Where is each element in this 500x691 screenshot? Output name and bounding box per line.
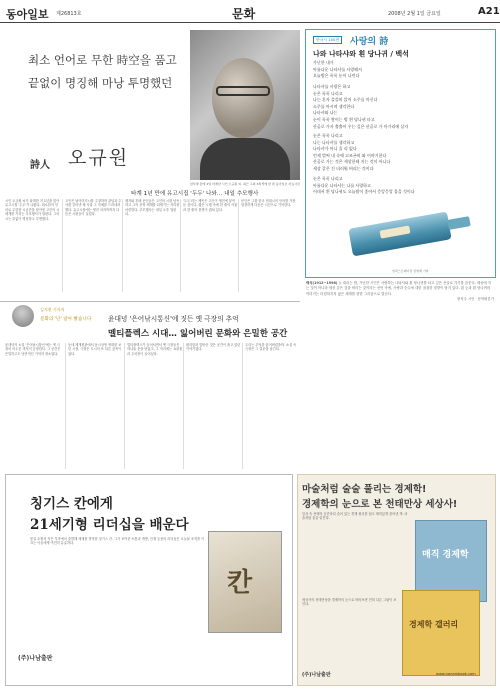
poem-line: 나는 혼자 쓸쓸히 앉어 소주를 마신다 <box>313 97 378 103</box>
second-headline-line1: 윤대녕 '은어낚시통신'에 짓든 옛 극장의 추억 <box>108 315 239 323</box>
series-tag: 한국시 100편 <box>313 36 342 44</box>
publication-date: 2008년 2월 1일 금요일 <box>388 11 441 17</box>
poem-stanza-2 <box>313 84 489 130</box>
second-headline-line2: 멜티플렉스 시대… 잃어버린 문화와 은밀한 공간 <box>108 329 288 339</box>
poem-line: 나는 나타샤를 생각하고 <box>313 139 355 145</box>
second-body-col2: 동네 재개봉관에서 동시상영 영화를 보던 시절, 극장은 도시의 또 다른 골목이었다. <box>65 343 124 469</box>
bottle-illustration <box>340 200 480 264</box>
poem-stanza-4 <box>313 176 489 196</box>
poem-stanza-1 <box>313 60 483 80</box>
poet-face-image <box>212 58 274 138</box>
photo-caption: 암투병 끝에 2일 타계한 시인 오규원 씨. 최근 그의 3쪽씩에 한 편 동아일보 자료사진 <box>190 182 300 186</box>
bottle-neck-image <box>447 216 470 230</box>
ad2-body1: 일상 속 선택의 순간마다 숨어 있는 경제 원리를 쉽고 재미있게 풀어낸 책. 마술처럼 술술 읽힌다. <box>302 512 408 521</box>
ad2-book1-title: 매직 경제학 <box>422 550 469 560</box>
poem-line: 산골로 가자 출출이 우는 깊은 산골로 가 마가리에 살자 <box>313 123 409 129</box>
poem-line: 산골로 가는 것은 세상한테 지는 것이 아니다 <box>313 159 391 165</box>
ad2-publisher: (주)나남출판 <box>302 672 331 678</box>
ad2-book2-cover <box>402 590 480 676</box>
commentary-head: 백석(1912~1996) <box>306 281 338 285</box>
section-title: 문화 <box>232 7 256 21</box>
poem-line: 아름다운 나타샤는 나를 사랑하고 <box>313 182 371 188</box>
ad1-book-cover <box>208 531 282 633</box>
commentary-body: 눈 내리는 밤, 가난한 시인은 사랑하는 나타샤와 흰 당나귀를 타고 깊은 산골로 가기를 꿈꾼다. 세상에 지는 것이 아니라 세상 같은 것을 버리는 것이라는 선언 속에, 사랑과 순수에 대한 절절한 열망이 담겨 있다. 흰 눈과 흰 당나귀의 이미지는 더럽혀지지 않은 세계를 향한 그리움으로 빛난다. <box>306 281 492 296</box>
poem-line: 나타샤를 사랑은 하고 <box>313 84 351 89</box>
columnist-photo <box>12 305 34 327</box>
feature-body-col4: '두두'라는 제목은 고인이 생전에 붙여둔 것이다. 짧은 시행 속에 한 줄의 사물과 한 줄의 풍경이 겹쳐 있다. <box>180 199 238 292</box>
ad1-body: 몽골 초원의 작은 부족에서 출발해 세계를 경영한 칭기스 칸. 그가 보여준 소통과 개방, 인재 등용의 리더십은 오늘날 조직을 이끄는 이들에게 여전히 유효하다. <box>30 537 205 546</box>
feature-headline-line2: 끝없이 명징해 마낭 투명했던 <box>28 76 173 90</box>
article-divider <box>0 301 300 302</box>
poet-label: 詩人 <box>30 160 50 171</box>
second-body-col1: 윤대녕의 소설 '은어낚시통신'에는 옛 극장의 어두운 객석이 등장한다. 그 공간은 은밀하고도 낭만적인 기억의 장소였다. <box>5 343 61 356</box>
columnist-label: 김지현 기자의 <box>40 307 65 312</box>
poem-line: 눈은 푹푹 나리고 <box>313 133 343 138</box>
ad1-book-title: 칸 <box>227 568 253 598</box>
poem-line: 세상 같은 건 더러워 버리는 것이다 <box>313 165 374 171</box>
issue-number: 제26813호 <box>56 11 82 17</box>
second-body-col4: 편리함과 맞바꾼 것은 공간이 품고 있던 이야기였다. <box>183 343 242 469</box>
newspaper-logo: 동아일보 <box>6 8 49 21</box>
poet-shoulders-image <box>200 138 290 180</box>
poet-photo <box>190 30 300 180</box>
ad2-body2: 세상사의 천태만상을 경제학의 눈으로 바라보면 전혀 다른 그림이 보인다. <box>302 598 397 607</box>
poet-name: 오규원 <box>68 147 130 169</box>
ad1-headline-line2: 21세기형 리더십을 배운다 <box>30 517 189 533</box>
poem-line: 나타샤가 아니 올 리 없다 <box>313 146 357 152</box>
poem-line: 오늘밤은 푹푹 눈이 나린다 <box>313 73 360 79</box>
poem-line: 언제 벌써 내 속에 고조곤히 와 이야기한다 <box>313 152 387 158</box>
illustration-caption: 일러스트레이션 김영재 기자 <box>392 269 429 273</box>
ad2-headline-line1: 마술처럼 술술 풀리는 경제학! <box>302 484 427 495</box>
ad2-url[interactable]: www.nanambook.com <box>436 672 476 676</box>
ad1-headline-line1: 칭기스 칸에게 <box>30 496 113 512</box>
ad2-book2-title: 경제학 갤러리 <box>409 620 459 629</box>
feature-headline-line1: 최소 언어로 무한 時空을 품고 <box>28 53 177 67</box>
page-number: A21 <box>478 6 500 17</box>
glasses-image <box>216 86 270 96</box>
second-body-col5: 우리는 무엇을 잃어버렸을까. 소설 속 극장은 그 질문을 남긴다. <box>242 343 299 469</box>
poem-line: 눈이 푹푹 쌓이는 밤 흰 당나귀 타고 <box>313 116 375 122</box>
poem-line: 눈은 푹푹 나리고 <box>313 90 343 96</box>
commentary-signature: 장석주 시인 · 문학평론가 <box>456 297 494 302</box>
feature-body-col1: 시인 오규원 씨가 타계한 지 1년을 맞아 유고시집 '두두'가 나왔다. 최소한의 언어로 무한한 시공간을 담아낸 고인의 시 세계를 기리는 추모행사가 열린다. 그의 시는 끝없이 명징하고 투명했다. <box>5 199 60 221</box>
feature-subhead: 타계 1년 만에 유고시집 '두두' 나와… 내일 추모행사 <box>131 191 259 197</box>
poem-line: 어데서 흰 당나귀도 오늘밤이 좋아서 응앙응앙 울을 것이다 <box>313 189 415 195</box>
poem-commentary <box>306 281 494 459</box>
poem-line: 소주를 마시며 생각한다 <box>313 103 355 109</box>
ad1-publisher: (주)나남출판 <box>18 655 53 662</box>
poem-line: 가난한 내가 <box>313 60 334 65</box>
poem-title: 나와 나타샤와 흰 당나귀 / 백석 <box>313 50 409 58</box>
series-title: 사랑의 詩 <box>350 37 389 47</box>
poem-line: 아름다운 나타샤를 사랑해서 <box>313 66 362 72</box>
column-name: 문화의 '단' 달아 봤습니다 <box>40 317 92 322</box>
ad2-headline-line2: 경제학의 눈으로 본 천태만상 세상사! <box>302 499 458 510</box>
second-body-col3: 멀티플렉스가 들어서면서 옛 극장들은 하나둘 문을 닫았고, 그 자리에는 쇼핑몰과 주차장이 들어섰다. <box>124 343 183 469</box>
feature-body-col5: 문단은 그를 한국 현대시의 언어를 가장 엄정하게 다듬은 시인으로 기억한다. <box>238 199 297 292</box>
poem-stanza-3 <box>313 133 489 173</box>
feature-body-col2: 고인은 날이미지시를 주창하며 관념과 수사를 걷어낸 채 사물 그 자체를 드러내려 했다. 유고시집에는 생전 마지막까지 다듬은 시편들이 실렸다. <box>62 199 122 292</box>
poem-line: 나타샤와 나는 <box>313 110 338 116</box>
poem-line: 눈은 푹푹 나리고 <box>313 176 343 181</box>
feature-body-col3: 제자와 후배 문인들은 고인의 시를 낭독하고 그의 문학 세계를 되새기는 자리를 마련한다. 추모행사는 내일 오후 열린다. <box>122 199 180 292</box>
